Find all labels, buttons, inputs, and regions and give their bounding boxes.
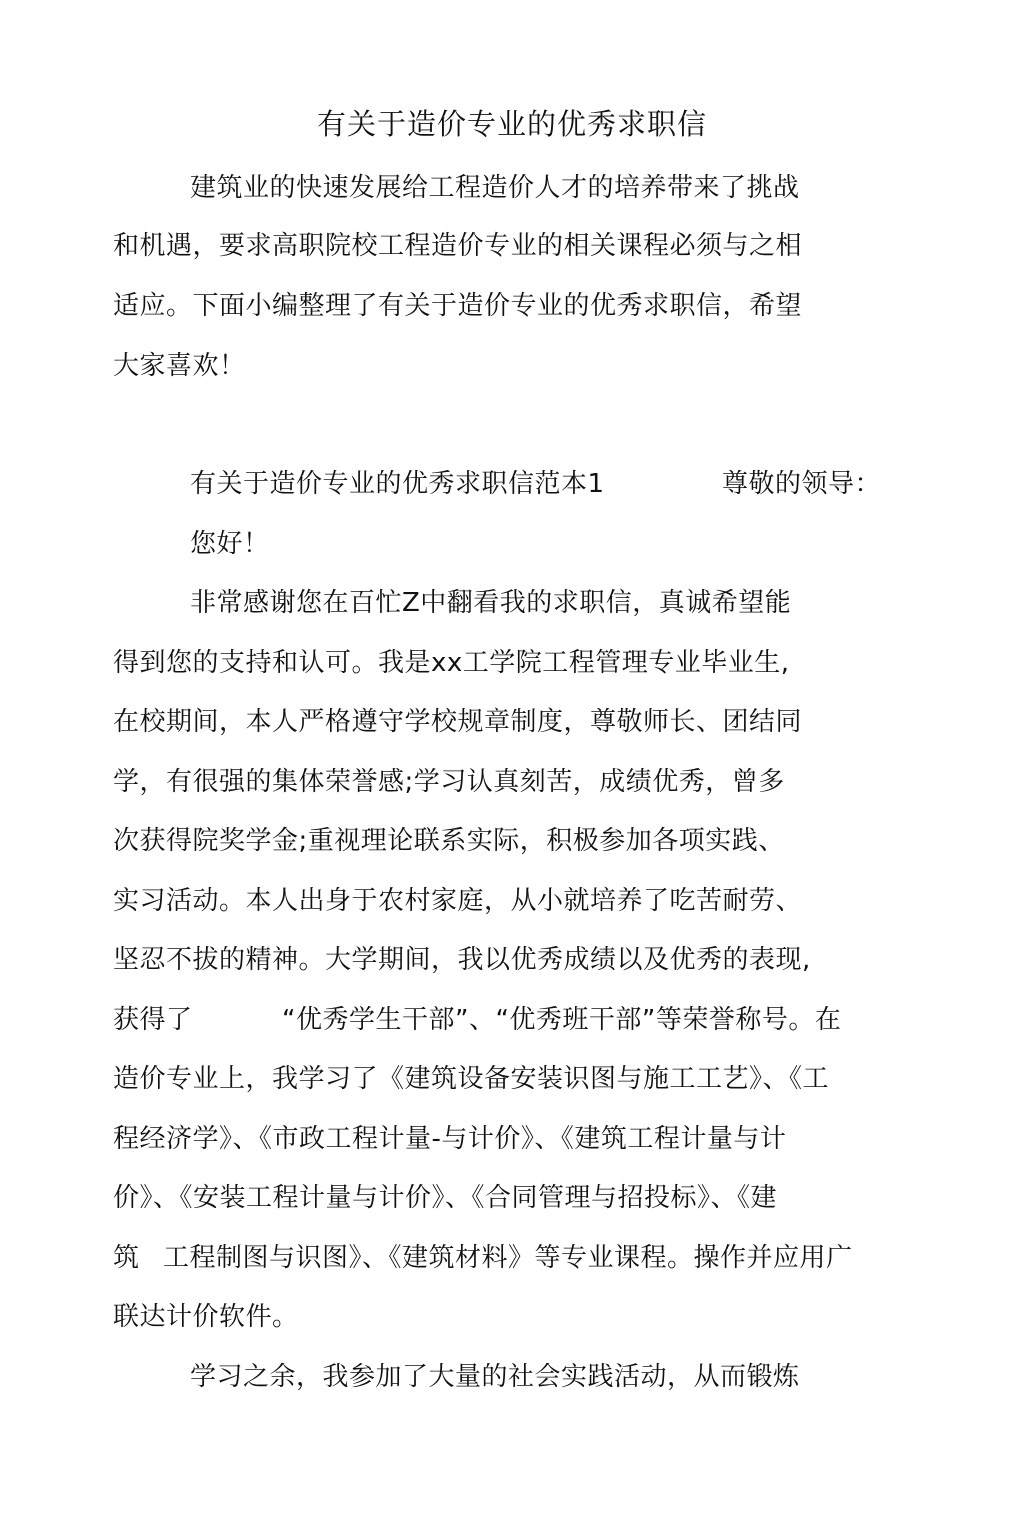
body-line-11: 价》、《安装工程计量与计价》、《合同管理与招投标》、《建 (113, 1183, 778, 1213)
intro-line-4: 大家喜欢！ (113, 351, 246, 381)
body-line-9: 造价专业上，我学习了《建筑设备安装识图与施工工艺》、《工 (113, 1064, 830, 1094)
greeting: 您好！ (190, 529, 270, 559)
body-line-12b: 工程制图与识图》、《建筑材料》等专业课程。操作并应用广 (163, 1243, 853, 1273)
body-line-3: 在校期间，本人严格遵守学校规章制度，尊敬师长、团结同 (113, 707, 803, 737)
document-title: 有关于造价专业的优秀求职信 (316, 107, 707, 141)
body-line-2: 得到您的支持和认可。我是xx工学院工程管理专业毕业生, (113, 648, 790, 678)
sample-heading: 有关于造价专业的优秀求职信范本1 (190, 469, 605, 499)
body-line-5: 次获得院奖学金;重视理论联系实际，积极参加各项实践、 (113, 826, 785, 856)
body-line-7: 坚忍不拔的精神。大学期间，我以优秀成绩以及优秀的表现, (113, 945, 811, 975)
intro-line-3: 适应。下面小编整理了有关于造价专业的优秀求职信，希望 (113, 291, 803, 321)
closing-line: 学习之余，我参加了大量的社会实践活动，从而锻炼 (190, 1362, 800, 1392)
body-line-6: 实习活动。本人出身于农村家庭，从小就培养了吃苦耐劳、 (113, 886, 803, 916)
body-line-8b: “优秀学生干部”、“优秀班干部”等荣誉称号。在 (282, 1005, 842, 1035)
body-line-10: 程经济学》、《市政工程计量-与计价》、《建筑工程计量与计 (113, 1124, 787, 1154)
body-line-12a: 筑 (113, 1243, 140, 1273)
intro-line-1: 建筑业的快速发展给工程造价人才的培养带来了挑战 (190, 173, 800, 203)
body-line-13: 联达计价软件。 (113, 1302, 299, 1332)
intro-line-2: 和机遇，要求高职院校工程造价专业的相关课程必须与之相 (113, 231, 803, 261)
body-line-1: 非常感谢您在百忙Z中翻看我的求职信，真诚希望能 (190, 588, 792, 618)
body-line-8a: 获得了 (113, 1005, 193, 1035)
salutation: 尊敬的领导： (722, 469, 882, 499)
body-line-4: 学，有很强的集体荣誉感;学习认真刻苦，成绩优秀，曾多 (113, 767, 785, 797)
